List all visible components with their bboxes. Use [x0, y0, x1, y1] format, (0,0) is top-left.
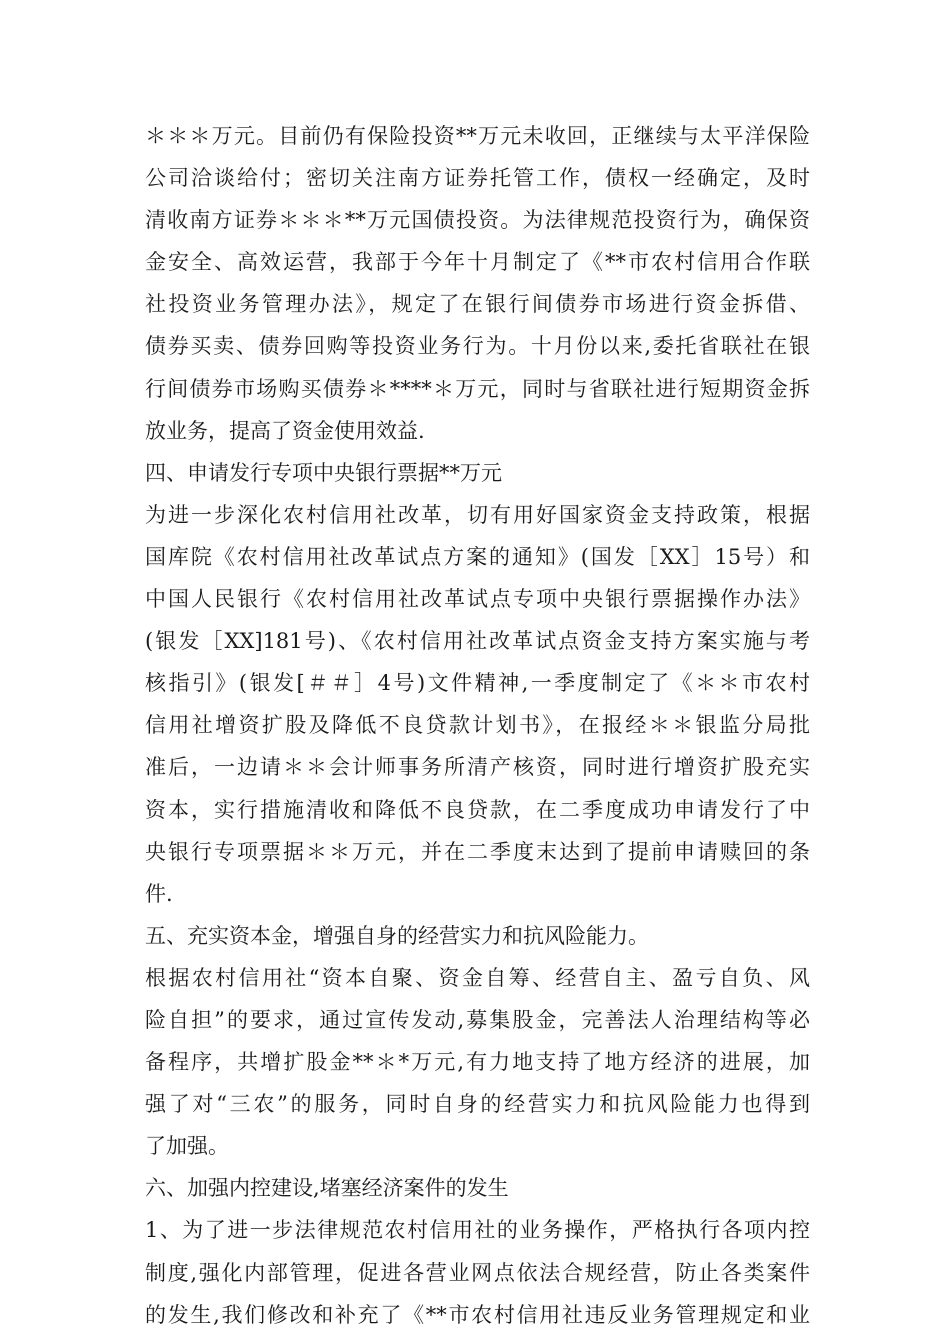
body-line: 准后，一边请＊＊会计师事务所清产核资，同时进行增资扩股充实 [145, 755, 810, 780]
body-line: 险自担”的要求，通过宣传发动,募集股金，完善法人治理结构等必 [145, 1007, 810, 1032]
body-line: 了加强。 [145, 1134, 229, 1159]
body-line: 央银行专项票据＊＊万元，并在二季度末达到了提前申请赎回的条 [145, 839, 810, 864]
body-line: 国库院《农村信用社改革试点方案的通知》(国发［XX］15号）和 [145, 544, 810, 569]
body-line: (银发［XX]181号)、《农村信用社改革试点资金支持方案实施与考 [145, 629, 810, 654]
body-line: 公司洽谈给付；密切关注南方证券托管工作，债权一经确定，及时 [145, 166, 810, 191]
body-line: 制度,强化内部管理，促进各营业网点依法合规经营，防止各类案件 [145, 1260, 810, 1285]
body-line: 中国人民银行《农村信用社改革试点专项中央银行票据操作办法》 [145, 587, 810, 612]
body-line: 信用社增资扩股及降低不良贷款计划书》，在报经＊＊银监分局批 [145, 713, 810, 738]
section-heading: 六、加强内控建设,堵塞经济案件的发生 [145, 1176, 509, 1201]
body-line: 资本，实行措施清收和降低不良贷款，在二季度成功申请发行了中 [145, 797, 810, 822]
body-line: 强了对“三农”的服务，同时自身的经营实力和抗风险能力也得到 [145, 1092, 810, 1117]
section-heading: 四、申请发行专项中央银行票据**万元 [145, 460, 502, 485]
body-line: 清收南方证券＊＊＊**万元国债投资。为法律规范投资行为，确保资 [145, 208, 810, 233]
body-line: 1、为了进一步法律规范农村信用社的业务操作，严格执行各项内控 [145, 1218, 810, 1243]
body-line: 核指引》(银发[＃＃］4号)文件精神,一季度制定了《＊＊市农村 [145, 671, 810, 696]
body-line: 件. [145, 881, 173, 906]
body-line: 为进一步深化农村信用社改革，切有用好国家资金支持政策，根据 [145, 502, 810, 527]
body-line: 金安全、高效运营，我部于今年十月制定了《**市农村信用合作联 [145, 250, 810, 275]
section-heading: 五、充实资本金，增强自身的经营实力和抗风险能力。 [145, 923, 649, 948]
body-line: 行间债券市场购买债券＊****＊万元，同时与省联社进行短期资金拆 [145, 376, 810, 401]
body-line: 的发生,我们修改和补充了《**市农村信用社违反业务管理规定和业 [145, 1302, 810, 1327]
body-line: 备程序，共增扩股金**＊*万元,有力地支持了地方经济的进展，加 [145, 1050, 810, 1075]
body-line: 根据农村信用社“资本自聚、资金自筹、经营自主、盈亏自负、风 [145, 965, 810, 990]
body-line: 社投资业务管理办法》，规定了在银行间债券市场进行资金拆借、 [145, 292, 810, 317]
body-line: ＊＊＊万元。目前仍有保险投资**万元未收回，正继续与太平洋保险 [145, 124, 810, 148]
body-line: 债券买卖、债券回购等投资业务行为。十月份以来,委托省联社在银 [145, 334, 810, 359]
body-line: 放业务，提高了资金使用效益. [145, 418, 425, 443]
document-body [145, 115, 810, 1336]
